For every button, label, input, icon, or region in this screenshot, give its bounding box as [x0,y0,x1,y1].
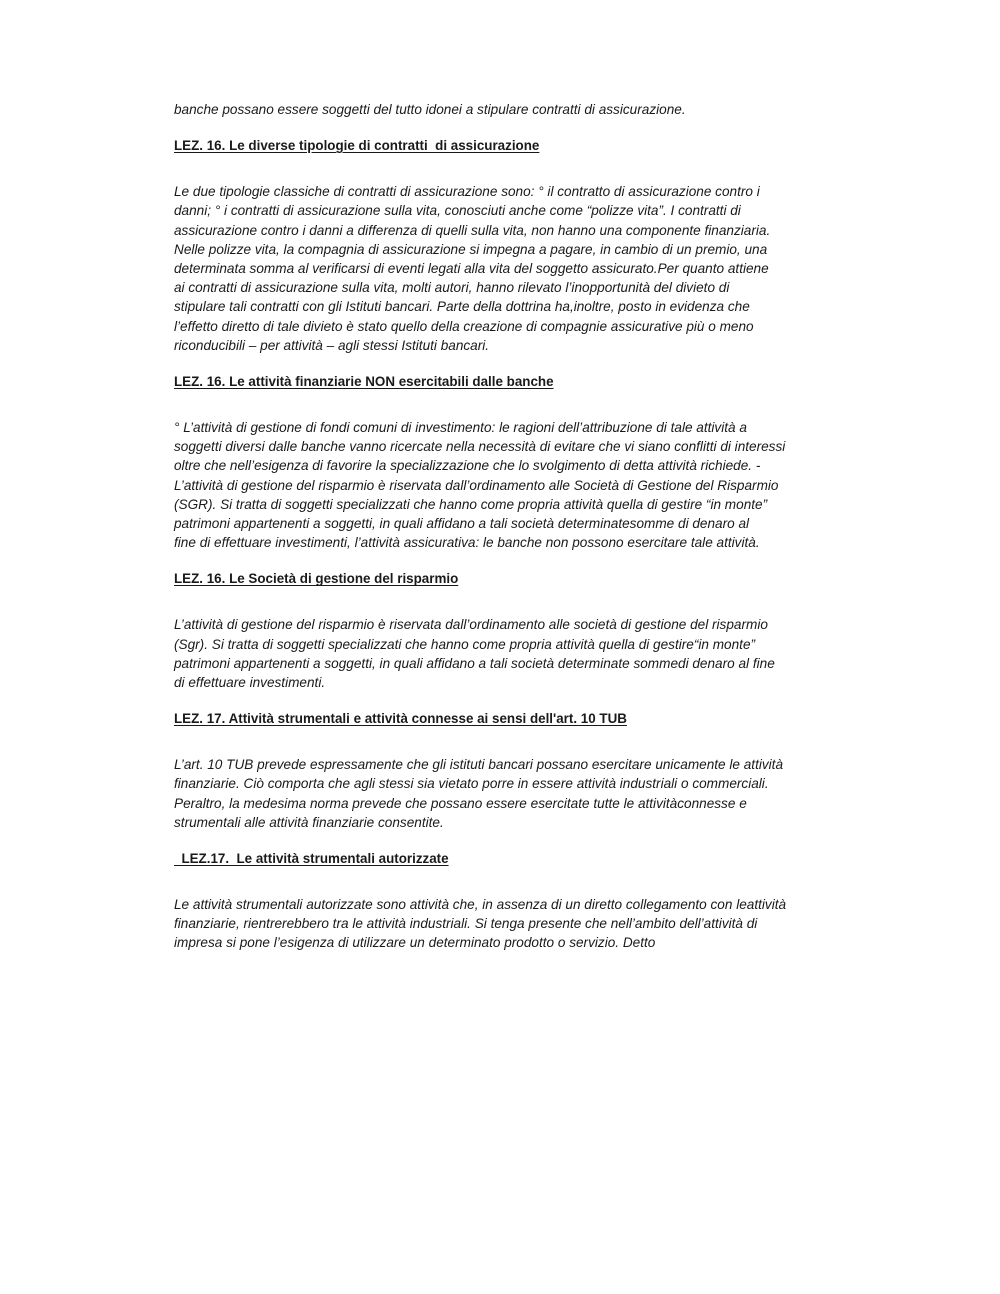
document-page [174,100,836,953]
section-heading-5: LEZ.17. Le attività strumentali autorizzate [174,851,449,867]
section-heading-1: LEZ. 16. Le diverse tipologie di contratti di assicurazione [174,138,540,154]
section-body-4: L’art. 10 TUB prevede espressamente che gli istituti bancari possano esercitare unicamente le attività finanziarie. Ciò comporta che agli stessi sia vietato porre in essere attività industriali o commerciali. Peraltro, la medesima norma prevede che possano essere esercitate tutte le attivitàconnesse e strumentali alle attività finanziarie consentite. [174,757,784,830]
section-heading-2: LEZ. 16. Le attività finanziarie NON esercitabili dalle banche [174,374,554,390]
intro-paragraph: banche possano essere soggetti del tutto idonei a stipulare contratti di assicurazione. [174,102,686,117]
section-body-2: ° L’attività di gestione di fondi comuni di investimento: le ragioni dell’attribuzione di tale attività a soggetti diversi dalle banche vanno ricercate nella necessità di evitare che vi siano conflitti di interessi oltre che nell’esigenza di favorire la specializzazione che lo svolgimento di detta attività richiede. - L’attività di gestione del risparmio è riservata dall’ordinamento alle Società di Gestione del Risparmio (SGR). Si tratta di soggetti specializzati che hanno come propria attività quella di gestire “in monte” patrimoni appartenenti a soggetti, in quali affidano a tali società determinatesomme di denaro al fine di effettuare investimenti, l’attività assicurativa: le banche non possono esercitare tale attività. [174,420,786,551]
section-body-3: L’attività di gestione del risparmio è riservata dall’ordinamento alle società di gestione del risparmio (Sgr). Si tratta di soggetti specializzati che hanno come propria attività quella di gestire“in monte” patrimoni appartenenti a soggetti, in quali affidano a tali società determinate sommedi denaro al fine di effettuare investimenti. [174,617,775,691]
section-heading-4: LEZ. 17. Attività strumentali e attività connesse ai sensi dell'art. 10 TUB [174,711,627,727]
section-body-1: Le due tipologie classiche di contratti di assicurazione sono: ° il contratto di assicurazione contro i danni; ° i contratti di assicurazione sulla vita, conosciuti anche come “polizze vita”. I contratti di assicurazione contro i danni a differenza di quelli sulla vita, non hanno una componente finanziaria. Nelle polizze vita, la compagnia di assicurazione si impegna a pagare, in cambio di un premio, una determinata somma al verificarsi di eventi legati alla vita del soggetto assicurato.Per quanto attiene ai contratti di assicurazione sulla vita, molti autori, hanno rilevato l’inopportunità del divieto di stipulare tali contratti con gli Istituti bancari. Parte della dottrina ha,inoltre, posto in evidenza che l’effetto diretto di tale divieto è stato quello della creazione di compagnie assicurative più o meno riconducibili – per attività – agli stessi Istituti bancari. [174,184,771,353]
section-heading-3: LEZ. 16. Le Società di gestione del risparmio [174,571,459,587]
section-body-5: Le attività strumentali autorizzate sono attività che, in assenza di un diretto collegamento con leattività finanziarie, rientrerebbero tra le attività industriali. Si tenga presente che nell’ambito dell’attività di impresa si pone l’esigenza di utilizzare un determinato prodotto o servizio. Detto [174,897,787,951]
